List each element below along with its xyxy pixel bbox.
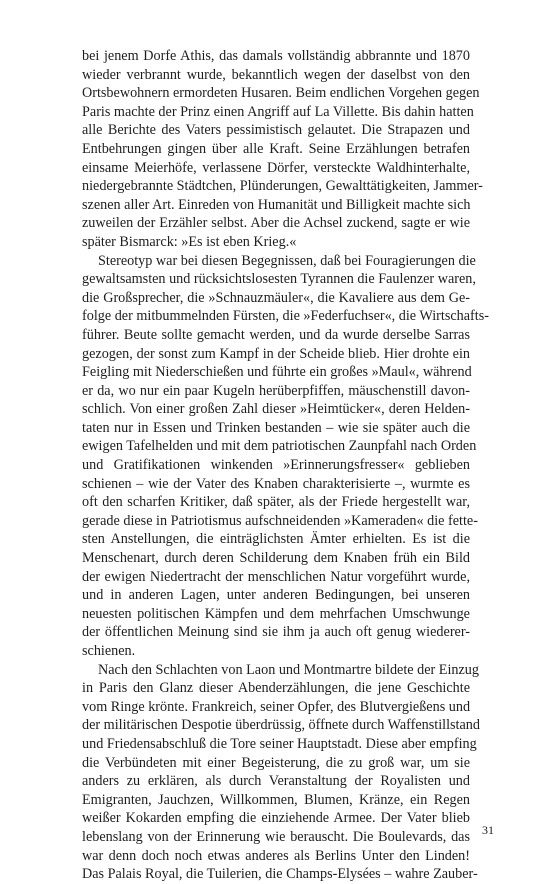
text-line: vom Ringe krönte. Frankreich, seiner Opfer, des Blutvergießens und bbox=[82, 698, 471, 715]
text-line: lebenslang von der Erinnerung wie berauscht. Die Boulevards, das bbox=[82, 828, 470, 845]
text-line: zuweilen der Erzähler selbst. Aber die Achsel zuckend, sagte er wie bbox=[82, 215, 470, 232]
text-line: bei jenem Dorfe Athis, das damals vollständig abbrannte und 1870 bbox=[82, 48, 470, 64]
text-line: später Bismarck: »Es ist eben Krieg.« bbox=[82, 233, 297, 250]
text-line: gewaltsamsten und rücksichtslosesten Tyrannen die Faulenzer waren, bbox=[82, 271, 476, 288]
text-line: Menschenart, durch deren Schilderung dem Knaben früh ein Bild bbox=[82, 550, 470, 567]
text-line: einsame Meierhöfe, verlassene Dörfer, versteckte Waldhinterhalte, bbox=[82, 159, 470, 176]
text-line: neuesten politischen Kämpfen und dem mehrfachen Umschwunge bbox=[82, 605, 470, 622]
text-line: folge der mitbummelnden Fürsten, die »Federfuchser«, die Wirtschafts- bbox=[82, 308, 489, 325]
text-line: weißer Kokarden empfing die einziehende Armee. Der Vater blieb bbox=[82, 810, 470, 827]
text-line: führer. Beute sollte gemacht werden, und da wurde derselbe Sarras bbox=[82, 326, 470, 343]
text-line: der militärischen Despotie überdrüssig, öffnete durch Waffenstillstand bbox=[82, 717, 480, 734]
text-line: Emigranten, Jauchzen, Willkommen, Blumen, Kränze, ein Regen bbox=[82, 791, 470, 808]
text-line: Ortsbewohnern ermordeten Husaren. Beim endlichen Vorgehen gegen bbox=[82, 85, 480, 102]
page-number: 31 bbox=[482, 823, 494, 837]
text-line: Paris machte der Prinz einen Angriff auf La Villette. Bis dahin hatten bbox=[82, 103, 474, 120]
text-line: oft den scharfen Kritiker, daß später, als der Friede hergestellt war, bbox=[82, 494, 470, 511]
text-line: und in anderen Lagen, unter anderen Bedingungen, bei unseren bbox=[82, 587, 470, 604]
text-line: und Gratifikationen winkenden »Erinnerungsfresser« geblieben bbox=[82, 457, 470, 474]
text-line: Feigling mit Niederschießen und führte ein großes »Maul«, während bbox=[82, 364, 472, 381]
text-line: wieder verbrannt wurde, bekanntlich wegen der daselbst von den bbox=[82, 66, 470, 83]
text-line: schlich. Von einer großen Zahl dieser »Heimtücker«, deren Helden- bbox=[82, 401, 470, 418]
text-line: niedergebrannte Städtchen, Plünderungen, Gewalttätigkeiten, Jammer- bbox=[82, 178, 483, 195]
text-line: schienen – wie der Vater des Knaben charakterisierte –, wurmte es bbox=[82, 475, 470, 492]
text-line: der öffentlichen Meinung sind sie ihm ja auch oft genug wiederer- bbox=[82, 624, 470, 641]
text-line: gerade diese in Patriotismus aufschneidenden »Kameraden« die fette- bbox=[82, 512, 478, 529]
text-line: Entbehrungen gingen über alle Kraft. Seine Erzählungen betrafen bbox=[82, 140, 470, 157]
text-line: sten Anstellungen, die einträglichsten Ämter erhielten. Es ist die bbox=[82, 531, 470, 548]
text-line: in Paris den Glanz dieser Abenderzählungen, die jene Geschichte bbox=[82, 680, 470, 697]
text-line: schienen. bbox=[82, 643, 136, 659]
text-line: anders zu erklären, als durch Veranstaltung der Royalisten und bbox=[82, 773, 470, 790]
text-line: szenen aller Art. Einreden von Humanität und Billigkeit machte sich bbox=[82, 196, 471, 213]
text-line: die Großsprecher, die »Schnauzmäuler«, die Kavaliere aus dem Ge- bbox=[82, 289, 470, 306]
text-line: der ewigen Niedertracht der menschlichen Natur vorgeführt wurde, bbox=[82, 568, 470, 585]
text-line: und Friedensabschluß die Tore seiner Hauptstadt. Diese aber empfing bbox=[82, 735, 477, 752]
text-line: ewigen Tafelhelden und mit dem patriotischen Zaunpfahl nach Orden bbox=[82, 438, 477, 455]
text-line: die Verbündeten mit einer Begeisterung, die zu groß war, um sie bbox=[82, 754, 470, 771]
text-line: gezogen, der sonst zum Kampf in der Scheide blieb. Hier drohte ein bbox=[82, 345, 470, 362]
text-line: taten nur in Essen und Trinken bestanden – wie sie später auch die bbox=[82, 419, 470, 436]
paragraph-start-line: Nach den Schlachten von Laon und Montmartre bildete der Einzug bbox=[98, 661, 479, 678]
text-line: Das Palais Royal, die Tuilerien, die Champs-Elysées – wahre Zauber- bbox=[82, 866, 478, 883]
paragraph-start-line: Stereotyp war bei diesen Begegnissen, daß bei Fouragierungen die bbox=[98, 252, 476, 269]
text-line: alle Berichte des Vaters pessimistisch gelautet. Die Strapazen und bbox=[82, 122, 470, 139]
text-line: er da, wo nur ein paar Kugeln herüberpfiffen, mäuschenstill davon- bbox=[82, 382, 470, 399]
text-line: war denn doch noch etwas anderes als Berlins Unter den Linden! bbox=[82, 847, 470, 864]
